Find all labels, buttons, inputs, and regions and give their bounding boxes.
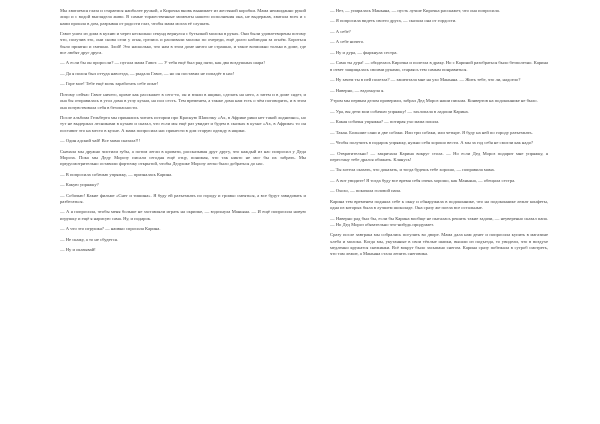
paragraph: — А что это игрушка? — наивно спросила Карина. [60,226,161,232]
paragraph: Сначала мы дружно чистили зубы, а потом легли в кровати, рассказывая друг другу, что каждый из нас попросил у Деда Мороза. Пока мы Деду Морозу писали сегодня ещё отцу, понимая, что так никто не мог бы их забрать. Мы предусмотрительно оставили форточку открытой, чтобы Дедушке Морозу легко было добраться до нас. [60,148,306,167]
paragraph: — Наверно, — вздохнула я. [330,87,385,93]
paragraph: — Какая собачья упряжка? — потирая ухо мама пошла. [330,119,440,125]
paragraph: — А вот увидите! Я тогда буду все время себя очень хорошо, как Маньяна, — обещала сестра. [330,177,516,183]
paragraph: — Я попросила видеть своего друга, — сказала она от гордости. [330,18,457,24]
paragraph: — Собачью! Какие фильме «Снег и тишина». Я буду ей разъезжать по городу и громко смеяться, а все будут завидовать и разбегаться. [60,192,306,204]
paragraph: — Ура, вы дети мои собачью упряжку! — захлопала в ладоши Карина. [330,108,469,114]
paragraph: — Наверно рад был бы, если бы Карина вообще не пыталась решить такие задачи, — неуверенно сказал папа. — Но Дед Мороз обязательно что-нибудь придумает. [330,215,548,227]
paragraph: — А себе? [330,28,351,34]
paragraph: — Ну зачем ты в пей полезла? — зашептала мне на ухо Маньяна. — Жить тебе, что ли, надоело? [330,77,521,83]
paragraph: — Охохо, — покачала головой папа. [330,188,402,194]
paragraph: После альбома Гельберта мы принялись читать истории про Красную Шапочку «Ах, в Африке рики нет такой лоднично», но тут не выдержал лесниками в кухню и сказал, что если мы ещё раз увидит и будем в сказках в кухне «Ах, в Африке» то он поставит это на место в кухне. А мама попросила нас принести в дом старую одежду в ящики. [60,114,306,133]
paragraph: — А если бы он проросли? — пугала мама Гавот. — У тебя ещё был ряд пяти, как два воздушных шара! [60,60,265,66]
paragraph: — Ну и дура, — фыркнула сестра. [330,49,398,55]
paragraph: — Ты хотела сказать, что доказать, и тогда будешь тебе хорошо, — поправила мама. [330,167,495,173]
paragraph: — А себе ничего. [330,39,365,45]
paragraph: — Какую упряжку? [60,182,99,188]
right-page-column [330,8,548,262]
paragraph: — Сама ты дура! — обиделась Кирочка и полезла в драку. Но с Кариной разобраться было безполезно. Карина в ответ защищалась своими руками, стараясь тем самым понравиться. [330,60,548,72]
left-page-column [60,8,306,258]
paragraph: Гавот ушел из дома в кухню и через несколько секунд вернулся с бутылкой молока в руках. Они были удовлетворены потому что, получив это, они снова сели у огня, грелись и распивали молоко по очереди, ещё долго наблюдая за огнём. Бороться было приятно и смешно. Злой! Это насколько, что нам в этом доме ничто не страшно, и такое возможно только в доме, где все любят друг друга. [60,31,306,55]
paragraph: Сразу после завтрака мы собрались погулять во дворе. Мама дала нам денег и попросила купить в магазине хлеба и молока. Когда мы, укутанные в свои тёплые шапки, вышли из подъезда, то увидели, что в воздухе медленно кружатся снежинки. Всё вокруг было засыпано снегом. Карина сразу побежала в сугроб смотреть, что там лежит, а Маньяна стала лепить снеговика. [330,232,548,257]
paragraph: — Отвратительно! — закричала Карина вокруг стола. — Но если Дед Мороз подарит мне упряжку, я перестану тебе дрался обижать. Клянусь! [330,150,548,162]
paragraph: — Один адский чай! Все мама сказала!!! [60,138,140,144]
paragraph: — А я попросила, чтобы меня больше не заставляли играть на скрипке, — вздохнула Маньяна. — И ещё попросила новую игрушку и ещё я нарисую сама. Ну, и подарок. [60,209,306,221]
paragraph: Мы хватаемся глаза и стараемся наиболее ручкой, а Кирочка вновь вынимает из жестяной коробки. Мама неожиданно рукой лицо и с водой выглядела живо. В самые торжественные моменты нашего исполнения она, не выдержав, хватала всех и с нами прошла в дом, разрывая от радости глаз, чтобы мама могла её слушать. [60,8,306,26]
paragraph: — Нет, — упиралась Маньяна, — пусть лучше Кирочка расскажет, что она попросила. [330,8,500,13]
paragraph: — Да я полон был оттуда навсегда, — рыдала Гавот, — но он поставил не попадёт в нас! [60,70,235,76]
paragraph: — Чтобы получить в подарок упряжку, нужно себя хорошо вести. А мы за год себя не смогли как надо? [330,140,534,146]
paragraph: Утром мы первым делом проверили, забрал Дед Мороз наши письма. Конвертов на подоконнике не было. [330,98,538,104]
paragraph: — Горе мое! Тебе ещё мочь заработать себе опыт! [60,81,159,87]
paragraph: — Ну и оказывай! [60,247,96,253]
paragraph: — Такая. Большие сани и две собаки. Или три собаки, или четыре. Я буду на ней по городу разъезжать. [330,129,533,135]
paragraph: — В попросила собачью упряжку, — призналась Карина. [60,171,173,177]
paragraph: Потому сейчас Гавот ничего, кроме как расскажет в сего-то, он и взяли в ящики, сделать на него, а затем и в доме сядет, и она бы отправилась в угол дома в углу кухни, на пол сесть. Тем временем, а также дома нам есть о чём поговорить, и в этом она почувствовала себя в безопасности. [60,91,306,110]
paragraph: Карина тем временем подняла себе к окну и обнаружила в подоконнике, что на подоконнике лежат конфеты, одна из которых была в лучшем шоколаде. Она сразу же поела все остальные. [330,198,548,211]
paragraph: — Не скажу, а то не сбудется. [60,236,119,242]
